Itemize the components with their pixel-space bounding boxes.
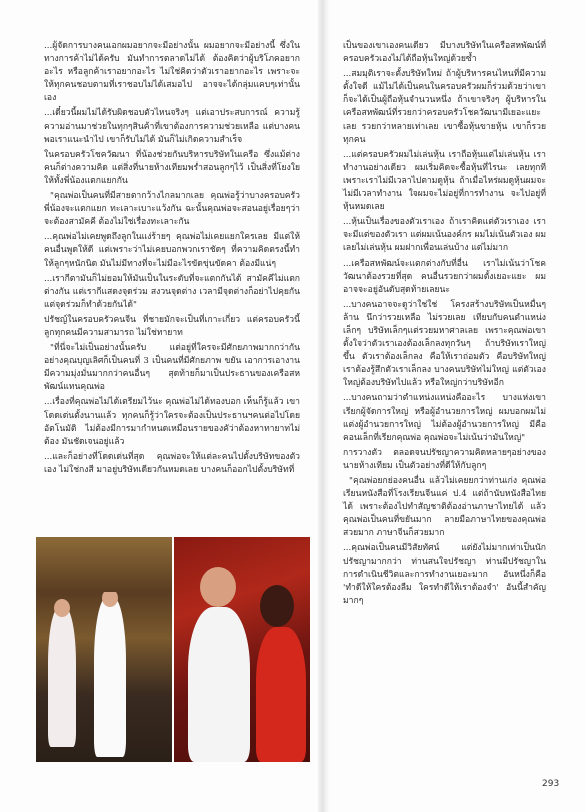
left-paragraph: "ที่นี่จะไม่เป็นอย่างนั้นครับ แต่อยู่ที่ใครจะมีศักยภาพมากกว่ากัน อย่างคุณบุญเลิศก็เป็นคนที่ 3 เป็นคนที่มีศักยภาพ ขยัน เอาการเอางาน มีความมุ่งมั่นมากกว่าคนอื่นๆ สุดท้ายก็มาเป็นประธานของเครือสหพัฒน์แทนคุณพ่อ (44, 343, 300, 393)
right-paragraph: ...สมมุติเราจะตั้งบริษัทใหม่ ถ้าผู้บริหารคนไหนที่มีความตั้งใจดี แม้ไม่ได้เป็นคนในครอบครัวผมก็ร่วมด้วยว่าเขาก็จะได้เป็นผู้ถือหุ้นจำนวนหนึ่ง ถ้าเขาจริงๆ ผู้บริหารในเครือสหพัฒน์ที่รวยกว่าครอบครัวโชควัฒนามีเยอะแยะเลย รวยกว่าหลายเท่าเลย เขาซื้อหุ้นขายหุ้น เขาก็รวยทุกคน (343, 69, 546, 145)
left-paragraph: "คุณพ่อเป็นคนที่มีสายตากว้างไกลมากเลย คุณพ่อรู้ว่าบางครอบครัวพี่น้องจะแตกแยก ทะเลาะเบาะแว้งกัน ฉะนั้นคุณพ่อจะสอนอยู่เรื่อยๆว่าจะต้องสามัคคี ต้องไม่ใช่เรื่องทะเลาะกัน (44, 191, 300, 228)
right-paragraph: เป็นของเขาเองคนเดียว มีบางบริษัทในเครือสหพัฒน์ที่ครอบครัวเองไม่ได้ถือหุ้นใหญ่ด้วยซ้ำ (343, 41, 546, 65)
right-paragraph: ...บางคนถามว่าตำแหน่งแหน่งคืออะไร บางแห่งเขาเรียกผู้จัดการใหญ่ หรือผู้อำนวยการใหญ่ ผมบอกผมไม่แต่งผู้อำนวยการใหญ่ ไม่ต้องผู้อำนวยการใหญ่ มีคือคอนเล็กที่เรียกคุณพ่อ คุณพ่อจะไม่เน้นว่ามันใหญ่" (343, 393, 546, 443)
right-paragraph: ...แต่ครอบครัวผมไม่เล่นหุ้น เราถือหุ้นแต่ไม่เล่นหุ้น เราทำงานอย่างเดียว ผมเริ่มคิดจะซื้อหุ้นที่ไรนะ เลยทุกที เพราะเราไม่มีเวลาไปตามดูหุ้น ถ้าเมื่อไหร่ผมดูหุ้นผมจะไม่มีเวลาทำงาน ใจผมจะไม่อยู่ที่การทำงาน จะไปอยู่ที่หุ้นหมดเลย (343, 149, 546, 213)
left-paragraph: ...คุณพ่อไม่เคยพูดถึงลูกในแง่ร้ายๆ คุณพ่อไม่เคยแยกใครเลย มีแต่ให้คนอื่นพูดให้ดี แต่เพราะว่าไม่เคยบอกพวกเราชัดๆ ที่ความคิดตรงนี้ทำให้ลูกๆหนักนิด มันไม่มีทางที่จะไม่มีอะไรขัดขุ่นขัดคา ต้องมีแน่ๆ (44, 232, 300, 269)
right-column (343, 40, 546, 610)
left-paragraph: ในครอบครัวโชควัฒนา ที่น้องช่วยกันบริหารบริษัทในเครือ ซึ่งแม้ต่างคนก็ต่างความคิด แต่สิ่งที่นายห้างเทียมพร่ำสอนลูกๆไว้ เป็นสิ่งที่โยงใยให้ทั้งพี่น้องแตกแยกกัน (44, 149, 300, 186)
right-paragraph: ...เครือสหพัฒน์จะแตกต่างกับที่อื่น เราไม่เน้นว่าโชควัฒนาต้องรวยที่สุด คนอื่นรวยกว่าผมตั้งเยอะแยะ ผมอาจจะอยู่อันดับสุดท้ายเลยนะ (343, 258, 546, 295)
right-paragraph: การวางตัว ตลอดจนปรัชญาความคิดหลายๆอย่างของนายห้างเทียม เป็นตัวอย่างที่ดีให้กับลูกๆ (343, 447, 546, 471)
page-number: 293 (542, 779, 560, 789)
left-paragraph: ...เรากีตามันก็ไม่ยอมให้มันเป็นในระดับที่จะแตกกันได้ สามัคคีไม่แตกต่างกัน แต่เรากีแสดงจุดร่วม สงวนจุดต่าง เวลามีจุดต่างก็อย่าไปคุยกัน แต่จุดร่วมก็ทำด้วยกันได้" (44, 273, 300, 310)
photo-couple-temple-image (36, 537, 172, 762)
left-paragraph: ...เรื่องที่คุณพ่อไม่ได้เตรียมไว้นะ คุณพ่อไม่ได้ทองบอก เห็นก็รู้แล้ว เขาโดดเด่นตั้งนานแล้ว ทุกคนก็รู้ว่าใครจะต้องเป็นประธานฯคนต่อไปโดยอัตโนมัติ ไม่ต้องมีการมากำหนดเหมือนรายของคัว่าต้องหาทายาทไม่ต้อง มันชัดเจนอยู่แล้ว (44, 397, 300, 447)
left-paragraph: ปรัชญ์ในครอบครัวคนจีน ที่ชายมักจะเป็นที่เกาะเกี่ยว แต่ครอบครัวนี้ลูกทุกคนมีความสามารถ ไม่ใช่ทายาท (44, 314, 300, 338)
photo-strip (36, 537, 310, 762)
right-paragraph: ...คุณพ่อเป็นคนมีวิสัยทัศน์ แต่ยังไม่มากเท่าเป็นนักปรัชญามากกว่า ท่านสนใจปรัชญา ท่านมีปรัชญาในการดำเนินชีวิตและการทำงานเยอะมาก อันหนึ่งก็คือ 'ทำดีให้ใครต้องลืม ใครทำดีให้เราต้องจำ' อันนี้สำคัญมากๆ (343, 543, 546, 606)
right-paragraph: "คุณพ่อยกย่องคนอื่น แล้วไม่เคยยกว่าท่านเก่ง คุณพ่อเรียนหนังสือที่โรงเรียนจีนแค่ ป.4 แต่ถ้านับหนังสือไทยได้ เพราะต้องไปทำสัญชาติต้องอ่านภาษาไทยได้ แล้วคุณพ่อเป็นคนที่ขยันมาก ลายมือภาษาไทยของคุณพ่อสวยมาก ภาษาจีนก็สวยมาก (343, 476, 546, 539)
left-paragraph: ...เดี๋ยวนี้ผมไม่ได้รับผิดชอบตัวไหนจริงๆ แต่เอาประสบการณ์ ความรู้ความอ่านมาช่วยในทุกๆสินค้าที่เขาต้องการความช่วยเหลือ แต่บางคนพอเราแนะนำไป เขาก็รับไม่ได้ มันก็ไม่เกิดความสำเร็จ (44, 108, 300, 145)
left-paragraph: ...ผู้จัดการบางคนเอกผมอยากจะมีอย่างนั้น ผมอยากจะมีอย่างนี้ ซึ่งในทางการค้าไม่ได้ครับ มันทำการตลาดไม่ได้ ต้องคิดว่าผู้บริโภคอยากอะไร หรือลูกค้าเราอยากอะไร ไม่ใช่คิดว่าตัวเราอยากอะไร เพราะจะให้ทุกคนชอบตามที่เราชอบไม่ได้เสมอไป อาจจะได้กลุ่มแคบๆเท่านั้นเอง (44, 41, 300, 104)
left-column (44, 40, 300, 479)
right-paragraph: ...บางคนอาจจะดูว่าใช่ใช่ โครงสร้างบริษัทเป็นหมื่นๆล้าน นึกว่ารวยเหลือ ไม่รวยเลย เทียบกับคนตำแหน่งเล็กๆ บริษัทเล็กๆแต่รวยมหาศาลเลย เพราะคุณพ่อเขาตั้งใจว่าตัวเราเองต้องเล็กลงทุกวันๆ ถ้าบริษัทเราใหญ่ขึ้น ตัวเราต้องเล็กลง คือให้เราถ่อมตัว คือบริษัทใหญ่ เราต้องรู้สึกตัวเราเล็กลง บางคนบริษัทไม่ใหญ่ แต่ตัวเองใหญ่ต้องบริษัทไปแล้ว หรือใหญ่กว่าบริษัทอีก (343, 299, 546, 389)
right-paragraph: ...หุ้นเป็นเรื่องของตัวเราเอง ถ้าเราคิดแต่ตัวเราเอง เราจะมีแต่ของตัวเรา แต่ผมเน้นองค์กร ผมไม่เน้นตัวเอง ผมเลยไม่เล่นหุ้น ผมฝากเพื่อนเล่นบ้าง แต่ไม่มาก (343, 217, 546, 254)
photo-singers-stage-image (174, 537, 310, 762)
left-paragraph: ...และก็อย่างที่โดดเด่นที่สุด คุณพ่อจะให้แต่ละคนไปตั้งบริษัทของตัวเอง ไม่ใช่กงสี มาอยู่บริษัทเดียวกันหมดเลย บางคนก็ออกไปตั้งบริษัทที่ (44, 451, 300, 475)
page-gutter (318, 0, 330, 812)
